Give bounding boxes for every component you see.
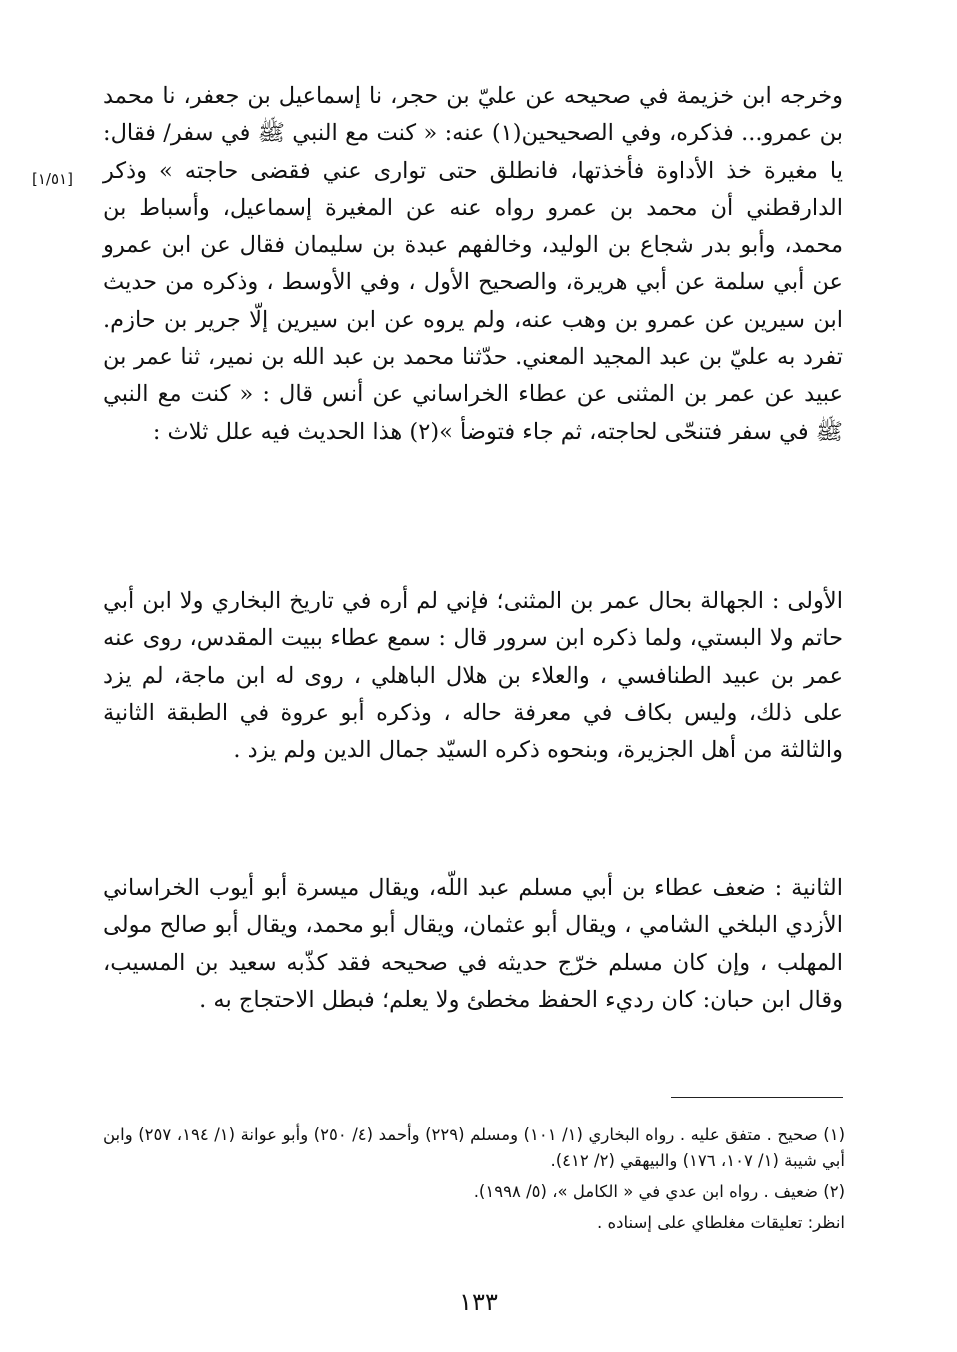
paragraph-text: الأولى : الجهالة بحال عمر بن المثنى؛ فإني لم أره في تاريخ البخاري ولا ابن أبي حاتم ولا البستي، ولما ذكره ابن سرور قال : سمع عطاء ببيت المقدس، روى عنه عمر بن عبيد الطنافسي ، والعلاء بن هلال الباهلي ، روى له ابن ماجة، لم يزد على ذلك، وليس بكاف في معرفة حاله ، وذكره أبو عروة في الطبقة الثانية والثالثة من أهل الجزيرة، وبنحوه ذكره السيّد جمال الدين ولم يزد . xyxy=(103,588,843,764)
footnotes xyxy=(103,1122,845,1241)
footnote-1: (١) صحيح . متفق عليه . رواه البخاري (١/ ١٠١) ومسلم (٢٢٩) وأحمد (٤/ ٢٥٠) وأبو عوانة (١/ ١٩٤، ٢٥٧) وابن أبي شيبة (١/ ١٠٧، ١٧٦) والبيهقي (٢/ ٤١٢). xyxy=(103,1125,845,1170)
footnote-note: انظر: تعليقات مغلطاي على إسناده . xyxy=(597,1213,845,1232)
paragraph-hadith-takhrij xyxy=(103,78,843,451)
page-number: ١٣٣ xyxy=(459,1288,498,1316)
paragraph-first-defect xyxy=(103,583,843,769)
paragraph-text: وخرجه ابن خزيمة في صحيحه عن عليّ بن حجر، نا إسماعيل بن جعفر، نا محمد بن عمرو... فذكره، وفي الصحيحين(١) عنه: « كنت مع النبي ﷺ في سفر/ فقال: يا مغيرة خذ الأداوة فأخذتها، فانطلق حتى توارى عني فقضى حاجته » وذكر الدارقطني أن محمد بن عمرو رواه عنه عن المغيرة إسماعيل، وأسباط بن محمد، وأبو بدر شجاع بن الوليد، وخالفهم عبدة بن سليمان فقال عن ابن عمرو عن أبي سلمة عن أبي هريرة، والصحيح الأول ، وفي الأوسط ، وذكره من حديث ابن سيرين عن عمرو بن وهب عنه، ولم يروه عن ابن سيرين إلّا جرير بن حازم. تفرد به عليّ بن عبد المجيد المعني. حدّثنا محمد بن عبد الله بن نمير، ثنا عمر بن عبيد عن عمر بن المثنى عن عطاء الخراساني عن أنس قال : « كنت مع النبي ﷺ في سفر فتنحّى لحاجته، ثم جاء فتوضأ »(٢) هذا الحديث فيه علل ثلاث : xyxy=(103,83,843,445)
paragraph-second-defect xyxy=(103,870,843,1019)
footnote-divider xyxy=(671,1097,843,1098)
footnote-2: (٢) ضعيف . رواه ابن عدي في « الكامل »، (٥/ ١٩٩٨). xyxy=(473,1182,845,1201)
paragraph-text: الثانية : ضعف عطاء بن أبي مسلم عبد اللّه، ويقال ميسرة أبو أيوب الخراساني الأزدي البلخي الشامي ، ويقال أبو عثمان، ويقال أبو محمد، ويقال أبو صالح مولى المهلب ، وإن كان مسلم خرّج حديثه في صحيحه فقد كذّبه سعيد بن المسيب، وقال ابن حبان: كان رديء الحفظ مخطئ ولا يعلم؛ فبطل الاحتجاج به . xyxy=(103,875,843,1013)
margin-folio-note: [١/٥١] xyxy=(32,170,73,188)
